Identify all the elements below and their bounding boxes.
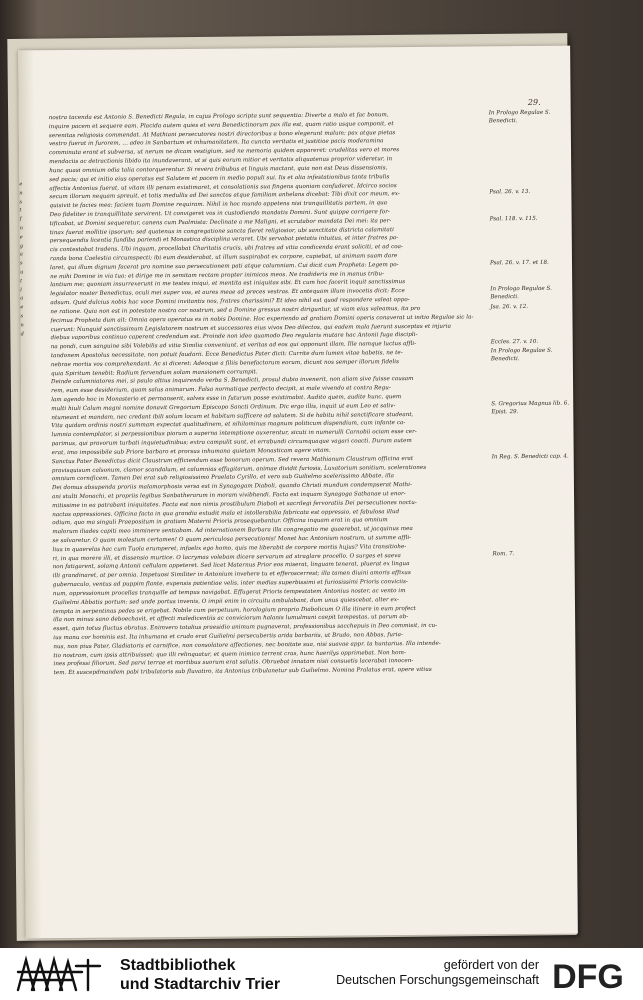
text-line: ne mihi Domine in via tua: et dirige me in semitam rectam propter inimicos meos. Ne tradideris me in manus tribu-	[50, 270, 385, 280]
text-line: quia Spiritum tenebit: Radium fervendum solam mansionem corrumpit.	[50, 368, 258, 377]
edge-letter: s	[19, 260, 23, 267]
margin-note: Eccles. 27. v. 10.	[490, 339, 539, 346]
text-line: na pondi, cum sanguine sibi Volebilis ad vitia Similia conveniunt, et veritas ad eos qui opponunt illam. Ille namque luctus affli-	[50, 341, 417, 351]
text-line: nus, non pius Pater, Gladiatoris et carnifice, non consolatore affectiones, nec bonitate sua, nisi suavae appr. ta huntarius. Illa intende-	[53, 640, 441, 650]
text-line: parimus, qui pravorum turbati inquietudinibus; extra campulit sunt, et errabundi circumquaque vagari coacti. Durum autem	[51, 438, 412, 448]
text-line: lantium me; quoniam insurrexerunt in me testes iniqui, et mentita est iniquitas sibi. Et cum hoc facerit inquit sanctissimus	[50, 279, 406, 289]
edge-letter: n	[20, 322, 24, 329]
text-line: mendaciis ac detractionis libido ita inundaverant, ut si quis eorum mitior et veritatis aliquatenus proprior videretur, in	[49, 156, 393, 166]
funder-text	[336, 958, 539, 988]
text-line: omnium cornificem. Tamen Dei erat sub religiosissimo Praelato Cyrillo, et vero sub Guilielmo scelerissimo Abbate, illa	[51, 473, 395, 483]
text-line: malorum iliades capiti meo imminere sentiabam. Ad internationem Barbara illa congregatio me quaerebat, ut jacquinus mea	[52, 526, 413, 536]
edge-letter: a	[20, 295, 24, 302]
margin-note: In Prologo Regulae S. Benedicti.	[488, 109, 551, 124]
text-line: cis contestabat tradens. Ubi inquam, procellabat Charitatis crucis, ubi fratres ad vitia condicenda erant soliciti, et ad coa-	[49, 244, 404, 254]
text-line: Deo fideliter in tranquillitate servirent. Ut convigeret vos in custodiendo mandatis Domini. Sunt quippe corrigere for-	[49, 209, 390, 219]
text-line: illa non minus sano deboechavit, et affecti maledicentiis ac conviciorum halanis lumulmuni caepit tempestas, ut parum ab-	[53, 614, 409, 624]
text-line: mitissime in ea patrabant iniquitates. Facta est non nimis prostibulum Diaboli et sacrilegi fervoratiis Dei persecutiones noctu-	[52, 499, 417, 509]
margin-note: Psal. 26. v. 17. et 18.	[489, 259, 549, 267]
text-line: fecimus Propheta dum ait: Omnia opera operatus es in nobis Domine. Hoc experiendo ad gratiam Domini operis conaverat ut initio Regulae sic la-	[50, 314, 474, 324]
text-line: comminuta erant et subversa, ut nerum ne dicam vestigium, sed ne memoria quidem appareret: crudelitas vero et mores	[49, 147, 400, 157]
text-line: num, oppressionum procellas tranquille ad tempus navigabat. Effugerat Prioris tempestatem Antonius noster, ac vento im	[52, 587, 406, 598]
folio-number: 29.	[527, 97, 541, 107]
margin-note: In Reg. S. Benedicti cap. 4.	[491, 453, 569, 461]
text-line: nactas oppressiones. Officina facta in qua grandia extudit mala et intollerabilia fabricata est oppressio, et fabulosa illud	[52, 508, 400, 518]
edge-letter: s	[19, 198, 23, 206]
text-line: vestro fuerat in furorem, ... adeo in Sanbartum et inhumanitatem. Ita cuncta veritatis et justitiae pacis moderamina	[48, 138, 384, 148]
text-line: affectis Antonius fuerat, ut vitam illi penam existimaret, et consolationis sua fingens quoniam confuderet. Idcirco socios	[49, 182, 397, 192]
text-line: tinax fuerat mollitie ipsorum; sed quatenus in congregatione sancta fieret religiosior, ubi sanctitate districta calamitati	[49, 226, 394, 236]
margin-note: In Prologo Regulae S. Benedicti.	[490, 347, 553, 362]
edge-letter: t	[20, 278, 23, 285]
text-line: nebrae mortis vos comprehendant. Ac si diceret: Adeoque a filiis benefactorum eorum, dicunt nos semper illorum fidelis	[50, 358, 400, 368]
text-line: tio nostram, cum ipsis attribuisset; quo illi relinquatur, et quem inimico terrent cras, hunc haerilys opprimebat. Non hom-	[53, 649, 406, 659]
text-line: diebus vaporibus continuo caperent credendum est. Proinde non ideo quamodo Deo regularis mutare hac Antonii fuga discipli-	[50, 332, 418, 342]
library-name	[120, 956, 280, 994]
text-line: rem, eum esse desiderium, quam salus animarum. Falsa normatique perfecto decipit, si male vivendo et contra Regu-	[51, 385, 391, 395]
book-page	[18, 46, 578, 939]
text-line: sed pacis; qui et initio eius operatus est Salutem et pacem in medio populi sui. Iis et alia infestationibus tanta tribulis	[49, 173, 390, 183]
text-line: secum illorum nequam spreuit, et totis medullis ad Dei sanctos atque familiam anhelans dicebat: Tibi dixit cor meum, ex-	[49, 191, 400, 201]
text-line: tem. Et suscepdmandem pabi tribulatoris sub fluvatiro, ita Antonius tribulanetur sub Guilielmo. Nomina Pralatus erat, opere vitius	[53, 667, 432, 677]
left-edge-fragments	[19, 180, 32, 338]
margin-note: Rom. 7.	[492, 551, 515, 558]
text-line: ntumeant et mandam, nec credant ibili solum locum et habitum sufficere ad salutem. Si de habitu nihil sanctificare studeant,	[51, 411, 414, 421]
manuscript-body	[49, 110, 484, 678]
text-line: ne ratione. Quia non est in potestate nostra cor nostrum, sed a Domine gressus nostri diriguntur, ut viam eius valeamus, ita pro	[50, 305, 421, 316]
text-line: erat, imo impossibile sub Priore barbaro et prorsus inhumana quietam Monasticam agere vitam.	[51, 447, 331, 457]
text-line: lius in quaerelas hac cum Tuola erumperet, infaelix ego homo, quis me liberabit de corpore mortis hujus? Vita transitiohe-	[52, 543, 407, 553]
text-line: ani stulti Monachi, et propriis legibus Sanbatherarum in moram vivibhendi. Facta est inquam Synagoga Sathanae ut enor-	[52, 490, 406, 501]
text-line: lam agendo hoc in Monasterio et permanserit, salves esse in futurum posse existimabit. Audito quem, audite hunc, quem	[51, 394, 402, 404]
edge-letter: u	[20, 269, 24, 276]
text-line: non fatigarent, solamq Antonii cellulam appeteret. Sed licet Maternus Prior eos miserat, linguam tenerat, pluerat ex lingua	[52, 561, 410, 571]
margin-note: Jsa. 26. v. 12.	[490, 304, 529, 311]
margin-note: Psal. 118. v. 115.	[489, 215, 538, 223]
margin-notes	[488, 109, 570, 558]
stadtbibliothek-logo-icon	[12, 954, 108, 994]
library-name-line1: Stadtbibliothek	[120, 957, 236, 974]
edge-letter: e	[20, 304, 24, 311]
edge-letter: a	[19, 251, 23, 258]
edge-letter: t	[19, 207, 22, 214]
dfg-logo-icon	[543, 956, 633, 994]
edge-letter: e	[19, 234, 23, 241]
edge-letter: d	[20, 330, 24, 337]
edge-letter: n	[19, 225, 23, 232]
text-line: Vita quidam ordinis nostri summam expectat qualitudinem, et nihilominus magnum politicum dispendium, cum infante ca-	[51, 420, 406, 430]
text-line: gubernaculo, ventus ad puppim flante, expensis patientiae velis, inter medias superbissimi et furiosissimi Prioris conviciis-	[52, 579, 408, 589]
text-line: illi grandinaret, at per omnia. Impetuosi Similiter in Antonium invehere tu et efferoscerrest; illa tamen diuini amoris affixus	[52, 570, 411, 580]
funder-line1: gefördert von der	[443, 958, 539, 972]
text-line: Dei domus absupenda proriis malamorphosis versa est in Synagogam Diaboli, quando Christi mundum condempserat Mathi-	[51, 482, 413, 492]
dfg-logo-text: DFG	[552, 958, 624, 994]
text-line: persequendis licentia fundiba pariendi et Monastica disciplina veraret. Ubi servabat pietatis intuitus, et inter fratres pa-	[49, 235, 399, 245]
text-line: ius manu cor hominis est. Ita inhumana et crudo erat Guilielmi persecuberiis arida barbariis, ut Brudo, non Abbas, furia-	[53, 632, 403, 642]
edge-letter: n	[19, 190, 23, 197]
text-line: tificabat, ut Domini sequeretur, canens cum Psalmista: Declinate a me Maligni, et scrutabor mandata Dei mei: ita per-	[49, 217, 392, 227]
text-line: randa bona Caelestia circumspecti; ibi eum desiderabat, ut illum suspirabat ex corpore, cupiebat, ut animam suam dare	[49, 253, 398, 263]
text-line: pravisquisum calsonum, clamor scandalum, et calumnias effugitarum, animae dividit furiosis, Luxatorium sonitium, scelerationes	[51, 464, 427, 474]
library-name-line2: und Stadtarchiv Trier	[120, 976, 281, 993]
text-line: serenitas religiosis commendat. At Mathiani persecutores nostri directoribus a bono elegerunt malum: pax atque pietas	[48, 129, 396, 139]
funder-line2: Deutschen Forschungsgemeinschaft	[336, 973, 539, 987]
margin-note: Psal. 26. v. 13.	[489, 189, 531, 196]
margin-note: In Prologo Regulae S. Benedicti.	[490, 286, 552, 301]
text-line: esset, quin totus fluctus obrutus. Enimvero totalius praesidio animum pugnaverat, professionibus sacchepuis in Deo commisit, in cu-	[53, 622, 438, 633]
text-line: cuerunt: Nunquid sanctissimum Legislatorem nostrum et successores eius vivos Deo dilectos, qui eadem mala fuerunt susceptas et injuria	[50, 323, 452, 333]
text-line: ines professi filiorum. Sed parvi terrae et mortibus suorum erat salutis. Obruebat innatam nisii consuetis lacerabat innocen-	[53, 658, 414, 668]
text-line: legislator noster Benedictus, oculi mei super vos, et aures meae ad preces vestras. Et antequam illum invocetis dicit: Ecce	[50, 288, 405, 298]
text-line: ri, in qua morere illi, et dissensio murtice. O lacrymas volebam dicere servarum ad straglare procello. O surges et saeva	[52, 552, 401, 562]
text-line: quisivit te facies mea: faciem tuam Domine requiram. Nihil in hoc mundo appetens nisi tranquillitatis partem, in qua	[49, 200, 388, 210]
edge-letter: g	[19, 242, 24, 249]
text-line: multi hiuli Calum magni nomine donavit Gregorium Episcopo Sancti Ordinum. Dic ergo illis, inquit ut eum Leo et saliv-	[51, 402, 396, 412]
footer-bar	[0, 948, 643, 1000]
text-line: Sanctus Pater Benedictus dicit Claustrum efficiendum esse bonorum operum. Sed revera Mathianum Claustrum officina erat	[51, 455, 414, 465]
text-line: hunc quasi omnium odia talia contorquerentur. Si revera tribubus et linguis mactant, quia non est Deus dissensionis,	[49, 165, 388, 175]
text-line: lumnia contemplator, si perpessionibus piorum a superna intemptione auxerentur, sicuti in numerulli Carnobii ociam esse cer-	[51, 429, 417, 439]
text-line: tandonem Apostolus necessitate, non potuit faudarii. Ecce Benedictus Pater dicit: Currite dum lumen vitae habetis, ne te-	[50, 350, 403, 360]
text-line: Deinde calumniatores mei, si paulo altius inquirendo verba S. Benedicti, prosul dubio invenerit, non aliam sive fuisse causam	[51, 376, 414, 386]
edge-letter: l	[20, 286, 22, 293]
text-line: Guilielmi Abbatis portum: sed unde portus invenis, O impii enim in circuitu ambulabant, dum unus quiescebat, alter ex-	[52, 596, 399, 606]
text-line: odium, quo ma singuli Praepositum in gratiam Materni Prioris prosequebantur. Officina inquam erat in qua omnium	[52, 517, 388, 527]
text-line: nostra tacenda est Antonio S. Benedicti Regula, in cujus Prologo scripta sunt sequentia: Diverte a malo et fac bonum,	[48, 112, 389, 122]
text-line: laret, qui illum dignum facerat pro nomine suo persecutionem pati atque calumniam. Cui dicit cum Propheta: Legem po-	[50, 261, 399, 271]
text-line: tempta in serpentinas pedes se erigebat. Nobile cum perpetuum, horologium proprio Diabolicum O illa itinere in eum profect	[53, 605, 416, 615]
margin-note: S. Gregorius Magnus lib. 6. Epist. 29.	[491, 400, 570, 415]
text-line: se salvaretur. O quam molestum certamen! O quam periculosa persecutionis! Monet hac Antonium nostrum, ut summe affli-	[52, 535, 412, 545]
edge-letter: e	[19, 181, 23, 188]
text-line: inquire pacem et sequere eam. Placida autem quies et vera Benedictinorum pax illa est, quam ratio usque componit, et	[48, 120, 394, 130]
edge-letter: f	[19, 216, 22, 223]
edge-letter: s	[20, 313, 24, 320]
text-line: adsum. Quid dulcius nobis hac voce Domini invitantis nos, fratres charissimi? Et ideo nihil est quod respondere valeat oppo-	[50, 297, 410, 307]
